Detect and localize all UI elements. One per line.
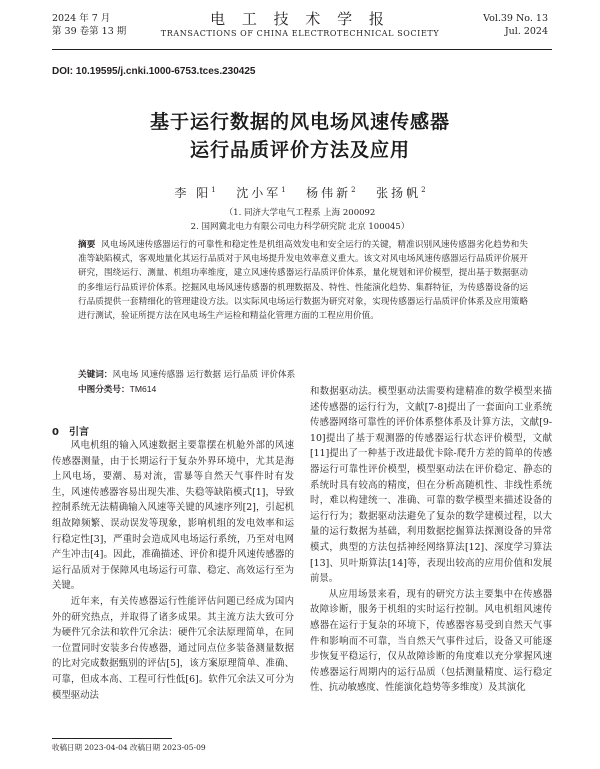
abstract-label: 摘要 <box>78 240 96 250</box>
header-divider <box>52 49 552 50</box>
month-year-en: Jul. 2024 <box>504 26 548 37</box>
paragraph: 从应用场景来看，现有的研究方法主要集中在传感器故障诊断，服务于机组的实时运行控制。风电机组风速传感器在运行于复杂的环境下，传感器容易受到自然天气事件和影响而不可靠，当自然天气事件过后，设备又可能逐步恢复平稳运行，仅从故障诊断的角度难以充分掌握风速传感器运行周期内的运行品质（包括测量精度、运行稳定性、抗动敏感度、性能演化趋势等多维度）及其演化 <box>310 588 552 694</box>
keywords-label: 关键词： <box>78 370 113 380</box>
classification-number <box>78 382 156 397</box>
author: 李 阳$^1$ <box>174 186 216 200</box>
affiliations <box>0 206 600 234</box>
affiliation-1: （1. 同济大学电气工程系 上海 200092 <box>224 208 376 218</box>
paper-title <box>0 108 600 164</box>
issue-date-cn: 2024 年 7 月 <box>52 13 111 24</box>
section-heading <box>52 423 99 438</box>
keywords-text: 风电场 风速传感器 运行数据 运行品质 评价体系 <box>112 370 296 380</box>
paragraph: 和数据驱动法。模型驱动法需要构建精准的数学模型来描述传感器的运行行为，文献[7-8]提出了一套面向工业系统传感器网络可靠性的评价体系整体系及计算方法，文献[9-10]提出了基于观测器的传感器运行状态评价模型，文献[11]提出了一种基于改进最优卡除-爬升方差的简单的传感器运行可靠性评价模型，模型驱动法在评价稳定、静态的系统时具有较高的精度，但在分析高随机性、非线性系统时，难以构建统一、准确、可靠的数学模型来描述设备的运行行为；数据驱动法避免了复杂的数学建模过程，以大量的运行数据为基础，利用数据挖掘算法探测设备的异常模式，典型的方法包括神经网络算法[12]、深度学习算法[13]、贝叶斯算法[14]等，表现出较高的应用价值和发展前景。 <box>310 386 552 585</box>
author: 沈小军$^1$ <box>236 186 286 200</box>
section-title: 引言 <box>68 427 89 438</box>
title-line-2: 运行品质评价方法及应用 <box>189 139 410 161</box>
footnote-divider <box>52 738 172 739</box>
body-column-right <box>310 384 552 696</box>
vol-no: Vol.39 No. 13 <box>483 13 548 24</box>
author: 杨伟新$^2$ <box>306 186 356 200</box>
body-column-left <box>52 438 294 703</box>
volume-cn: 第 39 卷第 13 期 <box>52 26 127 37</box>
author-list <box>0 184 600 201</box>
paragraph: 近年来，有关传感器运行性能评估问题已经成为国内外的研究热点，并取得了诸多成果。其主流方法大致可分为硬件冗余法和软件冗余法：硬件冗余法原理简单，在同一位置同时安装多台传感器，通过同点位多装备测量数据的比对完成数据甄别的评估[5]，该方案原理简单、准确、可靠，但成本高、工程可行性低[6]。软件冗余法又可分为模型驱动法 <box>52 595 294 701</box>
author: 张扬帆$^2$ <box>376 186 426 200</box>
title-line-1: 基于运行数据的风电场风速传感器 <box>149 111 450 133</box>
received-date-footnote: 收稿日期 2023-04-04 改稿日期 2023-05-09 <box>52 743 206 752</box>
section-number: 0 <box>52 427 59 438</box>
journal-title-cn: 电 工 技 术 学 报 <box>210 10 390 28</box>
keywords <box>78 368 528 382</box>
running-header-right <box>428 12 548 38</box>
affiliation-2: 2. 国网冀北电力有限公司电力科学研究院 北京 100045） <box>190 222 410 232</box>
doi: DOI: 10.19595/j.cnki.1000-6753.tces.230425 <box>52 66 256 77</box>
paragraph: 风电机组的输入风速数据主要靠摆在机舱外部的风速传感器测量，由于长期运行于复杂外界环境中，尤其是海上风电场，要潮、易对流，雷暴等自然天气事件时有发生，风速传感器容易出现失准、失稳等缺陷模式[1]，导致控制系统无法精确输入风速等关键的风速序列[2]，引起机组故障频繁、误动误发等现象，影响机组的发电效率和运行稳定性[3]，严重时会造成风电场运行系统，乃至对电网产生冲击[4]。因此，准确描述、评价和提升风速传感器的运行品质对于保障风电场运行可靠、稳定、高效运行至为关键。 <box>52 440 294 592</box>
clc-value: TM614 <box>129 384 157 394</box>
abstract <box>78 238 528 323</box>
clc-label: 中图分类号： <box>78 385 130 395</box>
journal-title-en: TRANSACTIONS OF CHINA ELECTROTECHNICAL SOCIETY <box>160 29 440 38</box>
abstract-text: 风电场风速传感器运行的可靠性和稳定性是机组高效发电和安全运行的关键，精准识别风速传感器劣化趋势和失准等缺陷模式，客观地量化其运行品质对于风电场提升发电效率意义重大。该文对风电场风速传感器运行品质评价展开研究，围绕运行、测量、机组功率维度，建立风速传感器运行品质评价体系，量化规划和评价模型，提出基于数据驱动的多维运行品质评价体系。挖掘风电场风速传感器的机理数据及、特性、性能演化趋势、集群特征，为传感器设备的运行品质提供一套精细化的管理建设方法。以实际风电场运行数据为研究对象，实现传感器运行品质评价体系及应用策略进行测试，验证所提方法在风电场生产运检和精益化管理方面的工程应用价值。 <box>78 240 528 322</box>
